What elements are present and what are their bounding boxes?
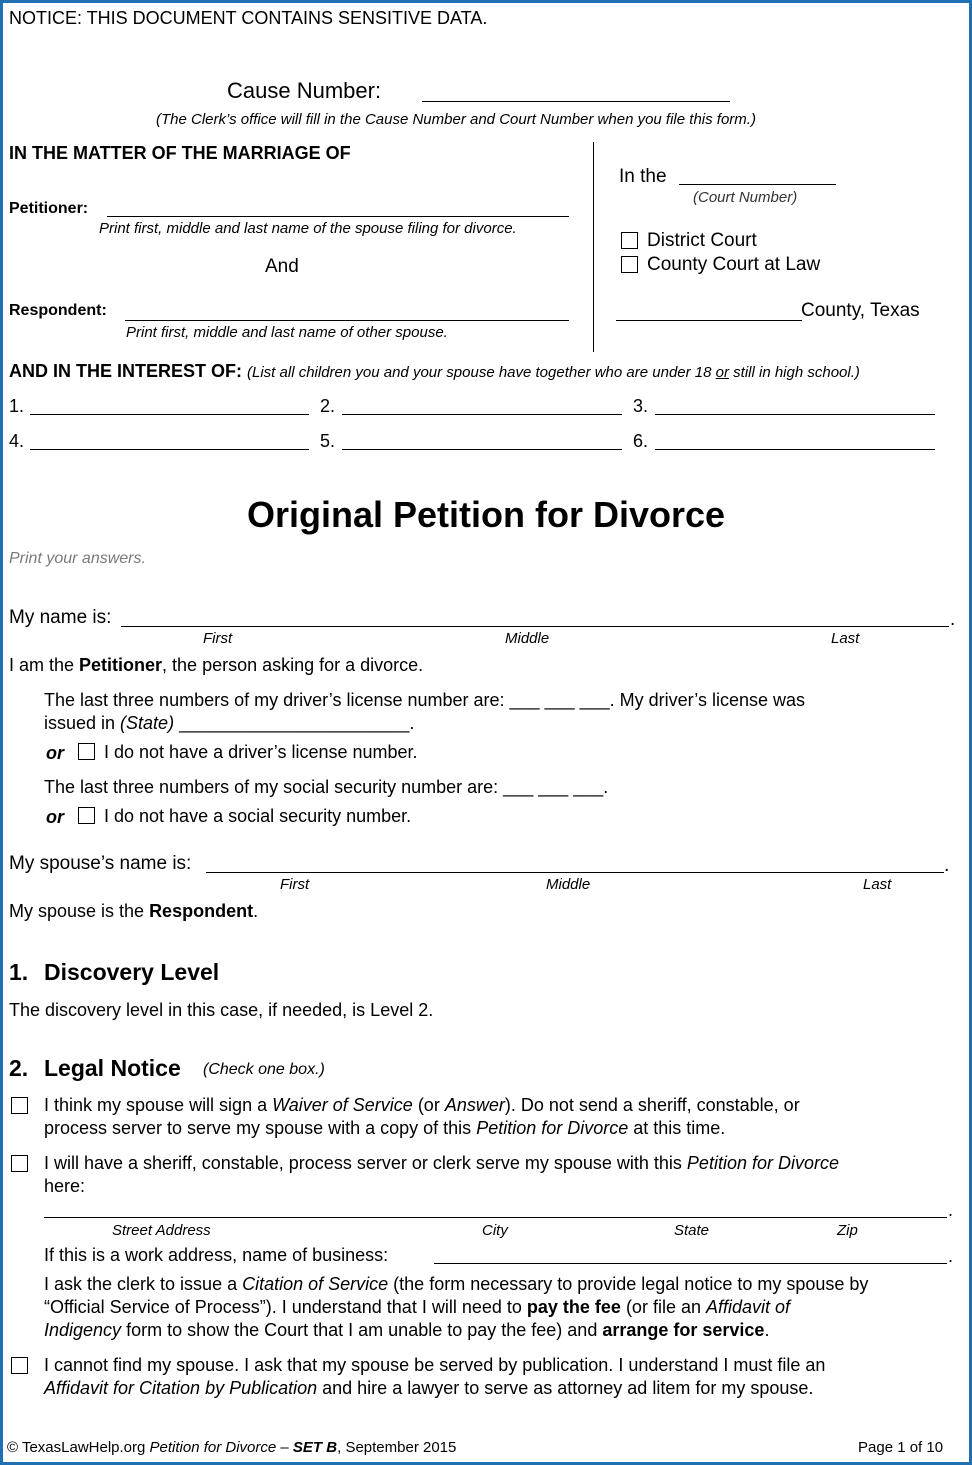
publication-checkbox[interactable] bbox=[11, 1357, 28, 1374]
drivers-license-line: The last three numbers of my driver’s license number are: ___ ___ ___. My driver’s license was bbox=[44, 690, 806, 710]
section-2-hint: (Check one box.) bbox=[203, 1061, 325, 1078]
print-answers-note: Print your answers. bbox=[9, 550, 146, 567]
my-name-field[interactable] bbox=[121, 626, 949, 627]
dl-state-line bbox=[44, 713, 414, 734]
spouse-name-field[interactable] bbox=[206, 872, 944, 873]
petitioner-hint: Print first, middle and last name of the spouse filing for divorce. bbox=[99, 220, 517, 237]
discovery-text: The discovery level in this case, if needed, is Level 2. bbox=[9, 1000, 434, 1020]
petitioner-statement-a: I am the bbox=[9, 655, 80, 675]
citation-l1-b: (the form necessary to provide legal notice to my spouse by bbox=[388, 1274, 869, 1294]
spouse-name-label: My spouse’s name is: bbox=[9, 853, 192, 874]
pay-the-fee: pay the fee bbox=[526, 1297, 621, 1317]
citation-line-2 bbox=[44, 1297, 790, 1318]
waiver-l1-b: (or bbox=[412, 1095, 445, 1115]
child-3-number: 3. bbox=[633, 396, 649, 416]
citation-l1-a: I ask the clerk to issue a bbox=[44, 1274, 243, 1294]
address-period: . bbox=[948, 1200, 954, 1220]
serve-line-2: here: bbox=[44, 1176, 86, 1196]
affidavit-publication: Affidavit for Citation by Publication bbox=[44, 1378, 318, 1398]
serve-line-1 bbox=[44, 1153, 839, 1174]
indigency: Indigency bbox=[44, 1320, 122, 1340]
citation-line-3 bbox=[44, 1320, 769, 1341]
my-name-label: My name is: bbox=[9, 607, 112, 628]
publication-line-2 bbox=[44, 1378, 813, 1399]
waiver-l2-b: at this time. bbox=[628, 1118, 726, 1138]
cause-number-field[interactable] bbox=[422, 101, 730, 102]
and-label: And bbox=[265, 256, 299, 277]
my-name-period: . bbox=[950, 609, 956, 630]
page-number: Page 1 of 10 bbox=[858, 1439, 944, 1456]
my-first-hint: First bbox=[203, 630, 233, 647]
waiver-l1-a: I think my spouse will sign a bbox=[44, 1095, 273, 1115]
sensitive-notice: NOTICE: THIS DOCUMENT CONTAINS SENSITIVE DATA. bbox=[9, 8, 488, 28]
county-texas-label: County, Texas bbox=[801, 300, 920, 321]
footer-dash: – bbox=[276, 1439, 293, 1456]
child-6-number: 6. bbox=[633, 431, 649, 451]
section-2-number: 2. bbox=[9, 1055, 29, 1081]
court-number-field[interactable] bbox=[679, 184, 836, 185]
publication-line-1: I cannot find my spouse. I ask that my spouse be served by publication. I understand I must file an bbox=[44, 1355, 826, 1375]
child-4-number: 4. bbox=[9, 431, 25, 451]
section-2-title: Legal Notice bbox=[44, 1055, 181, 1081]
no-dl-checkbox[interactable] bbox=[78, 743, 95, 760]
district-court-label: District Court bbox=[647, 230, 757, 251]
waiver-line-1 bbox=[44, 1095, 800, 1116]
spouse-name-period: . bbox=[944, 855, 950, 876]
waiver-answer: Answer bbox=[444, 1095, 505, 1115]
spouse-statement-c: . bbox=[253, 901, 259, 921]
waiver-petition: Petition for Divorce bbox=[476, 1118, 629, 1138]
my-last-hint: Last bbox=[831, 630, 860, 647]
ssn-line: The last three numbers of my social security number are: ___ ___ ___. bbox=[44, 777, 609, 797]
child-1-number: 1. bbox=[9, 396, 25, 416]
petitioner-label: Petitioner: bbox=[9, 200, 89, 217]
document-title: Original Petition for Divorce bbox=[247, 494, 726, 535]
interest-note-b: still in high school.) bbox=[729, 364, 860, 381]
interest-note-a: (List all children you and your spouse have together who are under 18 bbox=[247, 364, 716, 381]
my-middle-hint: Middle bbox=[505, 630, 550, 647]
in-the-label: In the bbox=[619, 166, 667, 187]
footer-form-name: Petition for Divorce bbox=[149, 1439, 277, 1456]
footer-site: © TexasLawHelp.org bbox=[7, 1439, 150, 1456]
serve-petition: Petition for Divorce bbox=[686, 1153, 839, 1173]
state-hint: State bbox=[674, 1222, 710, 1239]
respondent-label: Respondent: bbox=[9, 302, 107, 319]
citation-l3-a: form to show the Court that I am unable to pay the fee) and bbox=[121, 1320, 603, 1340]
work-address-label: If this is a work address, name of business: bbox=[44, 1245, 389, 1265]
citation-l2-c: (or file an bbox=[620, 1297, 706, 1317]
footer-left bbox=[7, 1439, 456, 1456]
or-label-ssn: or bbox=[46, 807, 64, 827]
interest-note-or: or bbox=[715, 364, 729, 381]
respondent-hint: Print first, middle and last name of other spouse. bbox=[126, 324, 448, 341]
district-court-checkbox[interactable] bbox=[621, 232, 638, 249]
petitioner-statement bbox=[9, 655, 423, 676]
citation-l2-a: “Official Service of Process”). I understand that I will need to bbox=[44, 1297, 527, 1317]
footer-date: , September 2015 bbox=[337, 1439, 457, 1456]
footer-set: SET B bbox=[292, 1439, 338, 1456]
affidavit-of: Affidavit of bbox=[705, 1297, 791, 1317]
no-ssn-label: I do not have a social security number. bbox=[104, 806, 412, 826]
publication-l2-a: and hire a lawyer to serve as attorney ad litem for my spouse. bbox=[317, 1378, 814, 1398]
child-6-field[interactable] bbox=[655, 449, 935, 450]
petitioner-statement-c: , the person asking for a divorce. bbox=[162, 655, 424, 675]
county-field[interactable] bbox=[616, 320, 802, 321]
child-2-field[interactable] bbox=[342, 414, 622, 415]
county-court-checkbox[interactable] bbox=[621, 256, 638, 273]
child-4-field[interactable] bbox=[30, 449, 309, 450]
city-hint: City bbox=[482, 1222, 508, 1239]
child-5-number: 5. bbox=[320, 431, 336, 451]
child-5-field[interactable] bbox=[342, 449, 622, 450]
court-number-hint: (Court Number) bbox=[693, 189, 798, 206]
no-dl-label: I do not have a driver’s license number. bbox=[104, 742, 418, 762]
cause-number-note: (The Clerk’s office will fill in the Cause Number and Court Number when you file this form.) bbox=[156, 111, 756, 128]
petitioner-role: Petitioner bbox=[79, 655, 163, 675]
interest-heading bbox=[9, 361, 860, 382]
citation-of-service: Citation of Service bbox=[242, 1274, 389, 1294]
matter-heading: IN THE MATTER OF THE MARRIAGE OF bbox=[9, 143, 351, 163]
spouse-role: Respondent bbox=[149, 901, 254, 921]
serve-checkbox[interactable] bbox=[11, 1155, 28, 1172]
waiver-line-2 bbox=[44, 1118, 725, 1139]
spouse-statement bbox=[9, 901, 258, 922]
child-1-field[interactable] bbox=[30, 414, 309, 415]
arrange-for-service: arrange for service bbox=[602, 1320, 765, 1340]
no-ssn-checkbox[interactable] bbox=[78, 807, 95, 824]
spouse-middle-hint: Middle bbox=[546, 876, 591, 893]
spouse-first-hint: First bbox=[280, 876, 310, 893]
dl-state-field: _______________________. bbox=[174, 713, 415, 733]
petitioner-name-field[interactable] bbox=[107, 216, 569, 217]
respondent-name-field[interactable] bbox=[125, 320, 569, 321]
spouse-last-hint: Last bbox=[863, 876, 892, 893]
zip-hint: Zip bbox=[837, 1222, 858, 1239]
citation-line-1 bbox=[44, 1274, 868, 1295]
business-period: . bbox=[948, 1246, 954, 1266]
county-court-label: County Court at Law bbox=[647, 254, 821, 275]
cause-number-label: Cause Number: bbox=[227, 78, 382, 103]
business-name-field[interactable] bbox=[434, 1263, 947, 1264]
waiver-checkbox[interactable] bbox=[11, 1097, 28, 1114]
dl-issued-in: issued in bbox=[44, 713, 121, 733]
waiver-l2-a: process server to serve my spouse with a copy of this bbox=[44, 1118, 477, 1138]
waiver-l1-c: ). Do not send a sheriff, constable, or bbox=[504, 1095, 800, 1115]
dl-state-label: (State) bbox=[120, 713, 175, 733]
section-1-title: Discovery Level bbox=[44, 959, 220, 985]
service-address-field[interactable] bbox=[44, 1217, 947, 1218]
street-hint: Street Address bbox=[112, 1222, 211, 1239]
child-2-number: 2. bbox=[320, 396, 336, 416]
child-3-field[interactable] bbox=[655, 414, 935, 415]
column-divider bbox=[593, 142, 594, 352]
spouse-statement-a: My spouse is the bbox=[9, 901, 150, 921]
or-label-dl: or bbox=[46, 743, 64, 763]
citation-l3-c: . bbox=[764, 1320, 770, 1340]
interest-label: AND IN THE INTEREST OF: bbox=[9, 361, 242, 381]
serve-l1-a: I will have a sheriff, constable, process server or clerk serve my spouse with this bbox=[44, 1153, 687, 1173]
section-1-number: 1. bbox=[9, 959, 29, 985]
waiver-of-service: Waiver of Service bbox=[272, 1095, 413, 1115]
